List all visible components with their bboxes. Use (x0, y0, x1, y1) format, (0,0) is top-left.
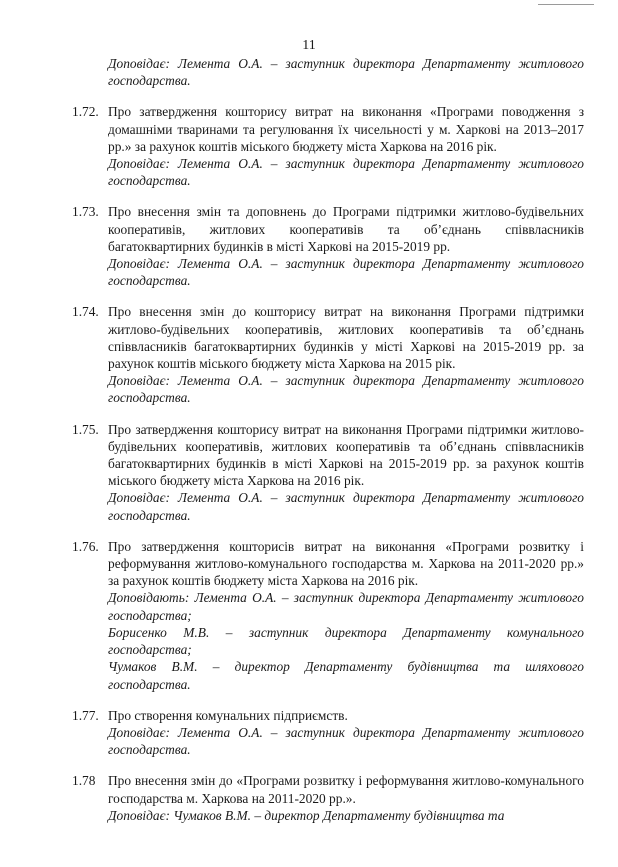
item-speaker: Доповідає: Лемента О.А. – заступник директора Департаменту житлового господарства. (108, 490, 584, 523)
agenda-item-1-74 (72, 303, 584, 406)
item-speaker: Чумаков В.М. – директор Департаменту будівництва та шляхового господарства. (108, 659, 584, 692)
item-number: 1.74. (72, 304, 99, 320)
continuation-speaker: Доповідає: Лемента О.А. – заступник директора Департаменту житлового господарства. (108, 56, 584, 89)
continuation-block (108, 55, 584, 89)
item-speaker: Доповідає: Лемента О.А. – заступник директора Департаменту житлового господарства. (108, 724, 584, 758)
item-number: 1.78 (72, 773, 96, 789)
item-number: 1.75. (72, 421, 99, 437)
item-title: Про внесення змін до «Програми розвитку і реформування житлово-комунального господарства м. Харкова на 2011-2020 рр.». (108, 773, 584, 806)
item-title: Про затвердження кошторисів витрат на виконання «Програми розвитку і реформування житлово-комунального господарства м. Харкова на 2011-2020 рр.» за рахунок коштів бюджету міста Харкова на 2016 рік. (108, 538, 584, 589)
item-number: 1.77. (72, 707, 99, 723)
item-number: 1.76. (72, 538, 99, 554)
agenda-content (72, 55, 584, 838)
item-title: Про внесення змін та доповнень до Програми підтримки житлово-будівельних кооперативів, житлових кооперативів та об’єднань співвласників багатоквартирних будинків в місті Харкові на 2015-2019 рр. (108, 204, 584, 254)
item-title: Про затвердження кошторису витрат на виконання Програми підтримки житлово-будівельних кооперативів, житлових кооперативів та об’єднань співвласників багатоквартирних будинків в місті Харкові на 2015-2019 рр. за рахунок коштів міського бюджету міста Харкова на 2016 рік. (108, 421, 584, 489)
item-speaker: Доповідає: Лемента О.А. – заступник директора Департаменту житлового господарства. (108, 156, 584, 189)
item-speaker: Доповідає: Лемента О.А. – заступник директора Департаменту житлового господарства. (108, 373, 584, 406)
agenda-item-1-78 (72, 772, 584, 824)
agenda-item-1-75 (72, 421, 584, 524)
item-speaker: Доповідають: Лемента О.А. – заступник директора Департаменту житлового господарства; (108, 590, 584, 623)
agenda-item-1-76 (72, 538, 584, 693)
item-number: 1.73. (72, 204, 99, 220)
item-title: Про затвердження кошторису витрат на виконання «Програми поводження з домашніми тваринами та регулювання їх чисельності у м. Харкові на 2013–2017 рр.» за рахунок коштів міського бюджету міста Харкова на 2016 рік. (108, 104, 584, 154)
item-number: 1.72. (72, 104, 99, 120)
agenda-item-1-77 (72, 707, 584, 759)
item-title: Про внесення змін до кошторису витрат на виконання Програми підтримки житлово-будівельних кооперативів, житлових кооперативів та об’єднань співвласників багатоквартирних будинків у місті Харкові на 2015-2019 рр. за рахунок коштів міського бюджету міста Харкова на 2015 рік. (108, 304, 584, 372)
item-speaker: Доповідає: Чумаков В.М. – директор Департаменту будівництва та (108, 807, 505, 823)
item-speaker: Борисенко М.В. – заступник директора Департаменту комунального господарства; (108, 624, 584, 658)
agenda-item-1-72 (72, 103, 584, 189)
item-title: Про створення комунальних підприємств. (108, 707, 348, 723)
page-number: 11 (302, 38, 316, 53)
agenda-item-1-73 (72, 203, 584, 289)
top-rule (538, 4, 594, 5)
item-speaker: Доповідає: Лемента О.А. – заступник директора Департаменту житлового господарства. (108, 256, 584, 289)
